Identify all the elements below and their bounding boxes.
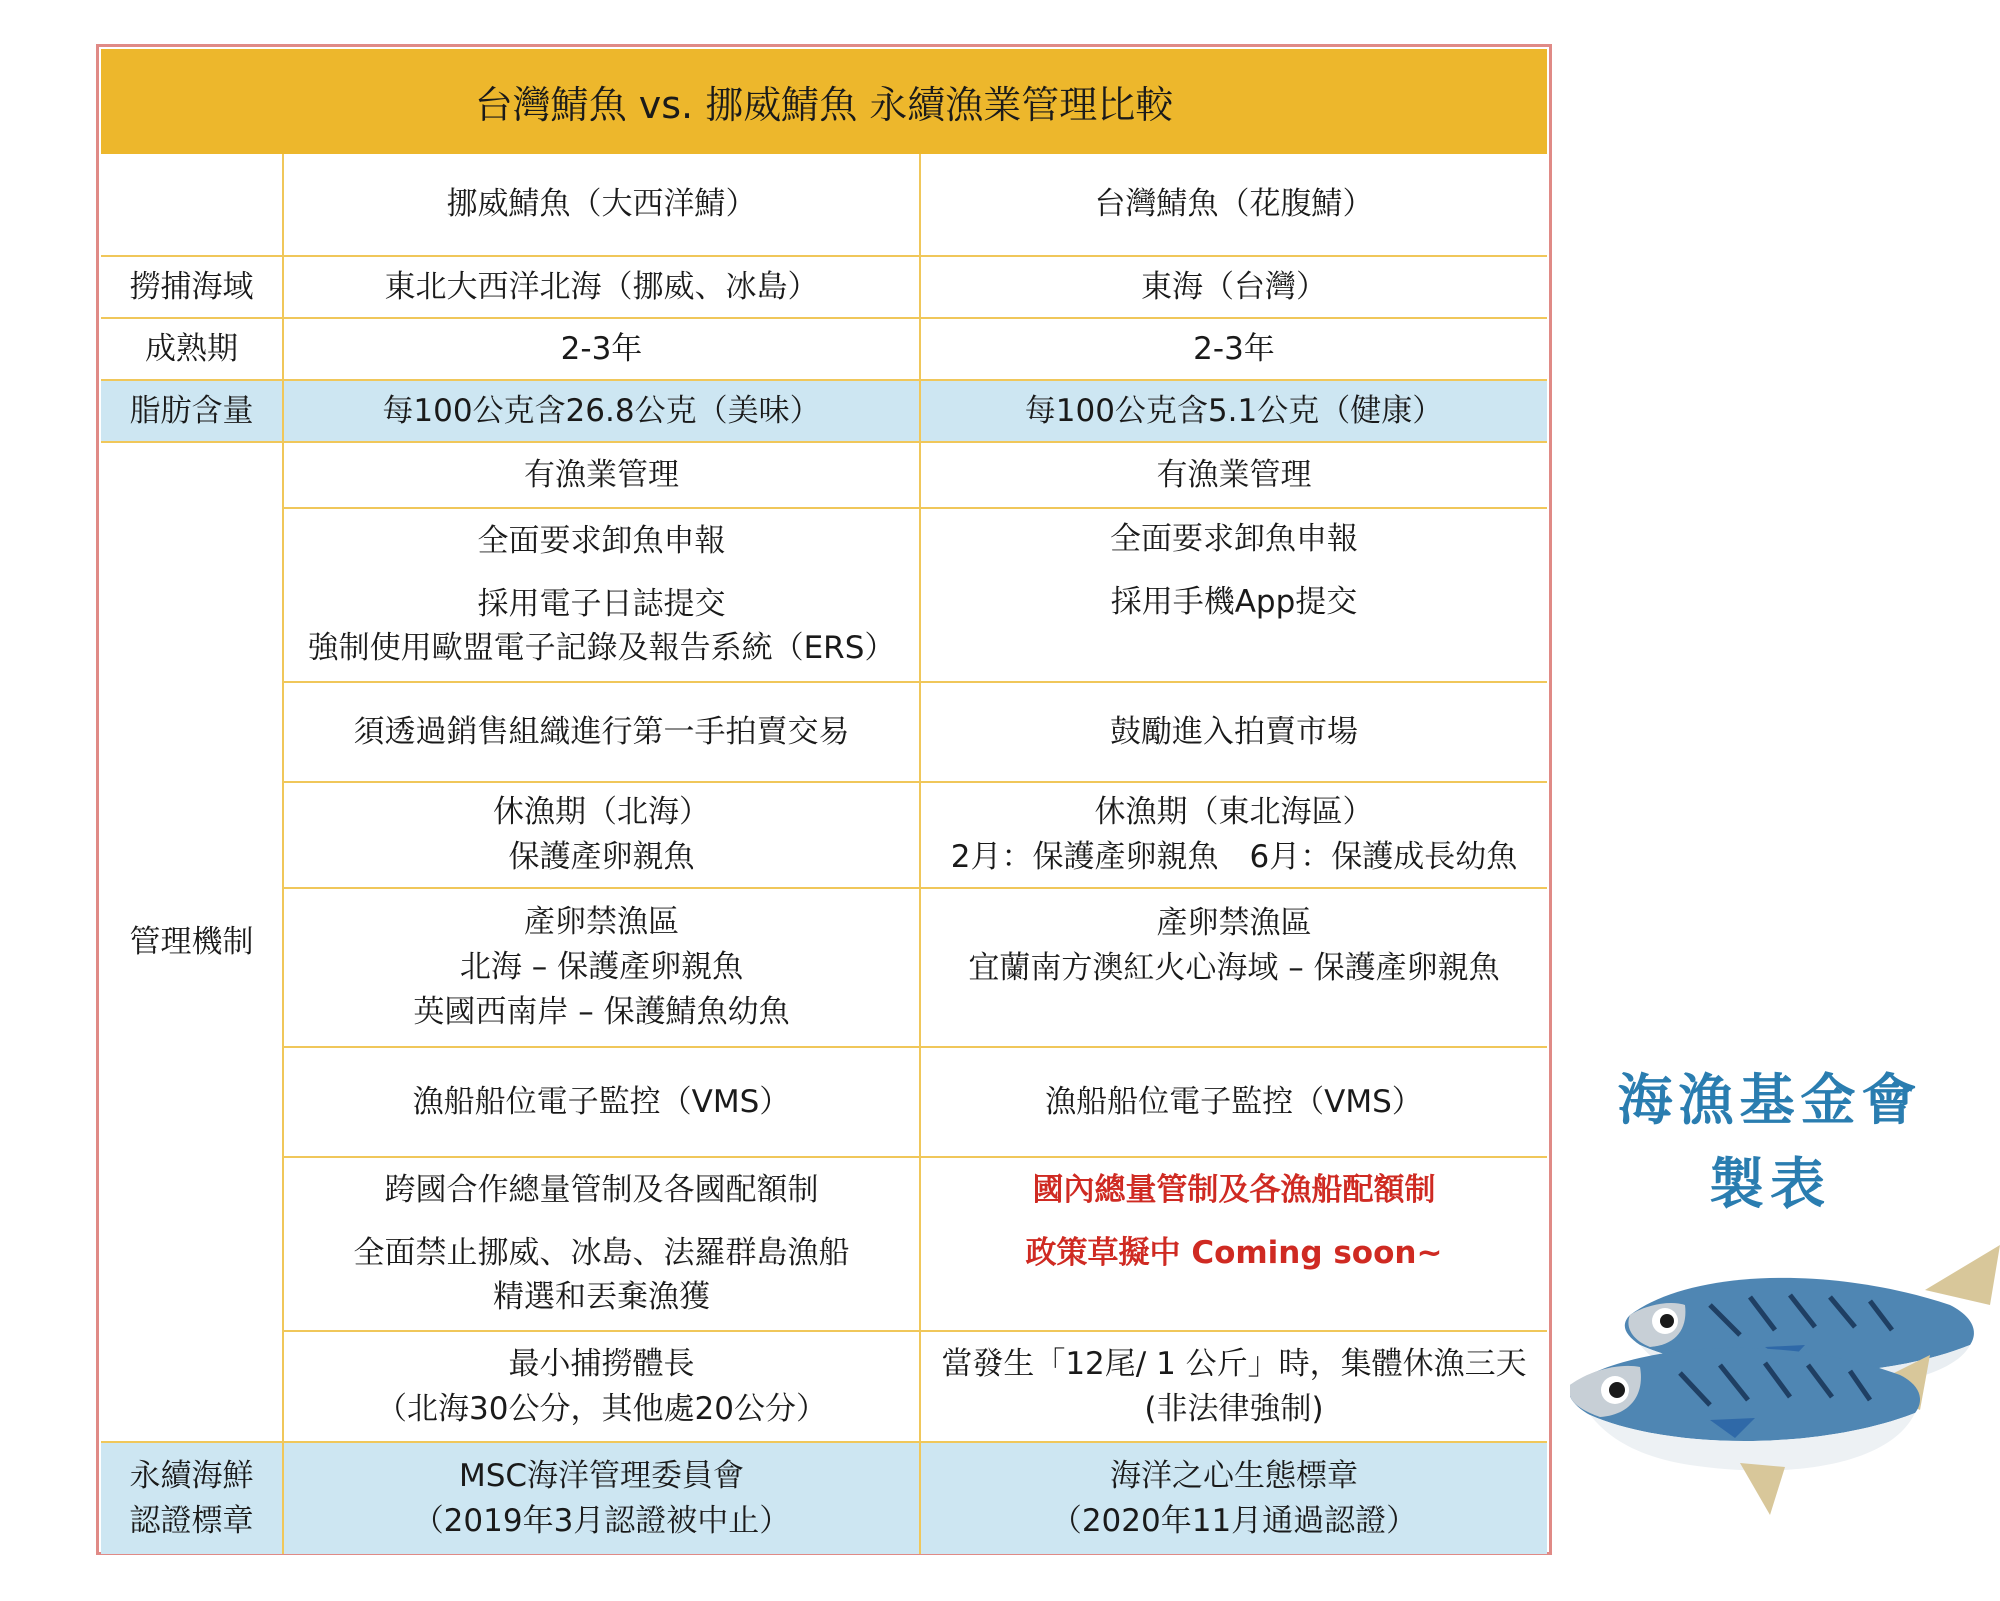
mgmt-r2-norway [284, 509, 921, 683]
mgmt-r7-norway-line3: 精選和丟棄漁獲 [493, 1279, 710, 1316]
maturity-norway: 2-3年 [284, 319, 921, 381]
cert-norway-line1: MSC海洋管理委員會 [458, 1457, 745, 1494]
mgmt-r7-taiwan-line2: 政策草擬中 Coming soon~ [1025, 1234, 1443, 1271]
mgmt-r4-taiwan-line2: 2月：保護產卵親魚 6月：保護成長幼魚 [950, 839, 1518, 875]
mgmt-r1-taiwan: 有漁業管理 [921, 443, 1547, 509]
mgmt-r8-taiwan-line1: 當發生「12尾/ 1 公斤」時，集體休漁三天 [941, 1345, 1527, 1382]
mgmt-r5-taiwan [921, 889, 1547, 1048]
mgmt-r2-taiwan-line1: 全面要求卸魚申報 [1110, 521, 1358, 557]
area-norway: 東北大西洋北海（挪威、冰島） [284, 257, 921, 319]
mgmt-r5-taiwan-line2: 宜蘭南方澳紅火心海域 – 保護產卵親魚 [968, 949, 1500, 986]
mgmt-r5-norway-line3: 英國西南岸 – 保護鯖魚幼魚 [413, 993, 790, 1030]
fat-taiwan: 每100公克含5.1公克（健康） [921, 381, 1547, 443]
maturity-taiwan: 2-3年 [921, 319, 1547, 381]
row-label-area: 撈捕海域 [101, 257, 284, 319]
mgmt-r8-taiwan [921, 1332, 1547, 1443]
mgmt-r6-norway: 漁船船位電子監控（VMS） [284, 1048, 921, 1158]
fat-norway: 每100公克含26.8公克（美味） [284, 381, 921, 443]
mgmt-r4-norway-line1: 休漁期（北海） [493, 794, 710, 831]
area-taiwan: 東海（台灣） [921, 257, 1547, 319]
mackerel-front [1570, 1348, 1930, 1515]
mgmt-r3-taiwan: 鼓勵進入拍賣市場 [921, 683, 1547, 783]
mgmt-r5-norway-line2: 北海 – 保護產卵親魚 [459, 949, 744, 986]
mgmt-r7-taiwan-line1: 國內總量管制及各漁船配額制 [1032, 1172, 1436, 1208]
mgmt-r2-taiwan [921, 509, 1547, 683]
mgmt-r2-taiwan-line2: 採用手機App提交 [1110, 583, 1358, 620]
header-norway: 挪威鯖魚（大西洋鯖） [284, 154, 921, 257]
mgmt-r7-norway [284, 1158, 921, 1332]
cert-norway [284, 1443, 921, 1554]
mgmt-r4-taiwan [921, 783, 1547, 889]
row-label-fat: 脂肪含量 [101, 381, 284, 443]
cert-taiwan [921, 1443, 1547, 1554]
cert-label-line1: 永續海鮮 [129, 1457, 254, 1494]
mgmt-r1-norway: 有漁業管理 [284, 443, 921, 509]
cert-taiwan-line1: 海洋之心生態標章 [1110, 1457, 1358, 1494]
row-label-certification [101, 1443, 284, 1554]
mgmt-r5-taiwan-line1: 產卵禁漁區 [1156, 905, 1312, 941]
source-credit [1570, 1058, 1970, 1226]
mgmt-r2-norway-line3: 強制使用歐盟電子記錄及報告系統（ERS） [307, 630, 896, 667]
header-empty-cell [101, 154, 284, 257]
source-credit-line2: 製表 [1708, 1152, 1831, 1216]
mgmt-r5-norway [284, 889, 921, 1048]
mgmt-r7-norway-line2: 全面禁止挪威、冰島、法羅群島漁船 [353, 1234, 850, 1271]
mgmt-r8-taiwan-line2: (非法律強制) [1144, 1390, 1324, 1427]
mgmt-r8-norway-line2: （北海30公分，其他處20公分） [376, 1390, 827, 1427]
cert-norway-line2: （2019年3月認證被中止） [412, 1502, 791, 1539]
mgmt-r2-norway-line1: 全面要求卸魚申報 [477, 522, 726, 559]
mgmt-r4-norway [284, 783, 921, 889]
mgmt-r4-norway-line2: 保護產卵親魚 [508, 839, 695, 875]
row-label-maturity: 成熟期 [101, 319, 284, 381]
header-taiwan: 台灣鯖魚（花腹鯖） [921, 154, 1547, 257]
row-label-management: 管理機制 [101, 443, 284, 1443]
comparison-table [101, 49, 1547, 1550]
cert-label-line2: 認證標章 [129, 1502, 254, 1539]
table-title: 台灣鯖魚 vs. 挪威鯖魚 永續漁業管理比較 [101, 49, 1547, 154]
mgmt-r8-norway-line1: 最小捕撈體長 [508, 1345, 695, 1382]
source-credit-line1: 海漁基金會 [1617, 1068, 1923, 1132]
mackerel-illustration [1570, 1235, 2000, 1545]
mgmt-r7-taiwan [921, 1158, 1547, 1332]
mgmt-r4-taiwan-line1: 休漁期（東北海區） [1094, 794, 1374, 831]
mgmt-r7-norway-line1: 跨國合作總量管制及各國配額制 [384, 1171, 819, 1208]
mgmt-r5-norway-line1: 產卵禁漁區 [524, 904, 679, 941]
mgmt-r6-taiwan: 漁船船位電子監控（VMS） [921, 1048, 1547, 1158]
mgmt-r2-norway-line2: 採用電子日誌提交 [477, 585, 726, 622]
cert-taiwan-line2: （2020年11月通過認證） [1050, 1502, 1418, 1539]
mgmt-r3-norway: 須透過銷售組織進行第一手拍賣交易 [284, 683, 921, 783]
mgmt-r8-norway [284, 1332, 921, 1443]
